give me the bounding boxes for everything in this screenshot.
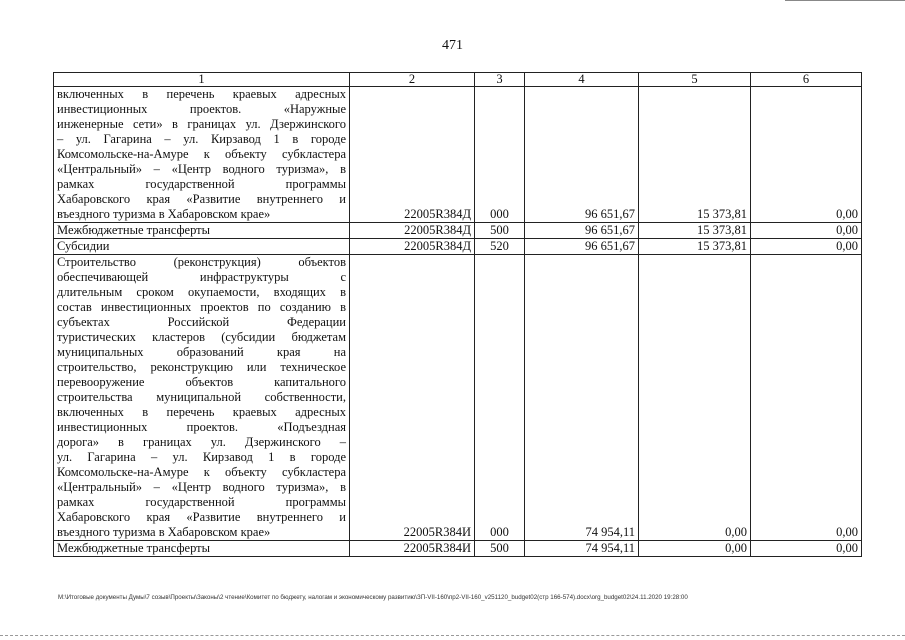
description-line: въездного туризма в Хабаровском крае» [57,525,271,539]
table-row [54,87,862,223]
amount-col6: 0,00 [751,239,862,255]
target-code: 22005R384И [350,541,475,557]
amount-col4: 96 651,67 [525,87,639,223]
description-line: длительным сроком окупаемости, входящих в [57,285,346,299]
description-line: – ул. Гагарина – ул. Кирзавод 1 в городе [57,132,346,146]
target-code: 22005R384Д [350,87,475,223]
expense-type-code: 500 [475,541,525,557]
description-line: рамках государственной программы [57,177,346,191]
target-code: 22005R384И [350,255,475,541]
amount-col6: 0,00 [751,223,862,239]
description-line: муниципальных образований края на [57,345,346,359]
description-line: строительства муниципальной собственности, [57,390,346,404]
expense-type-code: 000 [475,87,525,223]
column-header: 1 [54,73,350,87]
amount-col6: 0,00 [751,541,862,557]
amount-col5: 0,00 [639,255,751,541]
description-line: въездного туризма в Хабаровском крае» [57,207,271,221]
column-header: 6 [751,73,862,87]
row-description: Межбюджетные трансферты [54,223,350,239]
description-line: Хабаровского края «Развитие внутреннего и [57,510,346,524]
expense-type-code: 500 [475,223,525,239]
amount-col4: 96 651,67 [525,239,639,255]
description-line: Комсомольске-на-Амуре к объекту субкластера [57,465,346,479]
budget-table [53,72,862,557]
description-line: инвестиционных проектов. «Подъездная [57,420,346,434]
column-header: 3 [475,73,525,87]
description-line: строительство, реконструкцию или техническое [57,360,346,374]
amount-col4: 74 954,11 [525,255,639,541]
description-line: субъектах Российской Федерации [57,315,346,329]
row-description: Субсидии [54,239,350,255]
column-header: 2 [350,73,475,87]
description-line: Комсомольске-на-Амуре к объекту субкластера [57,147,346,161]
target-code: 22005R384Д [350,239,475,255]
description-line: туристических кластеров (субсидии бюджетам [57,330,346,344]
description-line: инженерные сети» в границах ул. Дзержинского [57,117,346,131]
amount-col5: 0,00 [639,541,751,557]
description-line: перевооружение объектов капитального [57,375,346,389]
description-line: «Центральный» – «Центр водного туризма», в [57,480,346,494]
description-line: дорога» в границах ул. Дзержинского – [57,435,346,449]
description-line: состав инвестиционных проектов по созданию в [57,300,346,314]
description-line: ул. Гагарина – ул. Кирзавод 1 в городе [57,450,346,464]
description-line: Хабаровского края «Развитие внутреннего и [57,192,346,206]
amount-col5: 15 373,81 [639,239,751,255]
column-header: 4 [525,73,639,87]
row-description: Межбюджетные трансферты [54,541,350,557]
table-header-row [54,73,862,87]
amount-col5: 15 373,81 [639,87,751,223]
description-line: Строительство (реконструкция) объектов [57,255,346,269]
table-row [54,223,862,239]
amount-col4: 96 651,67 [525,223,639,239]
table-row [54,239,862,255]
page-number: 471 [442,38,463,53]
amount-col6: 0,00 [751,255,862,541]
bottom-edge-line [0,635,905,637]
row-description [54,255,350,541]
expense-type-code: 520 [475,239,525,255]
description-line: рамках государственной программы [57,495,346,509]
column-header: 5 [639,73,751,87]
amount-col4: 74 954,11 [525,541,639,557]
table-row [54,255,862,541]
document-path-footer: M:\Итоговые документы Думы\7 созыв\Проекты\Законы\2 чтение\Комитет по бюджету, налогам и экономическому развитию\ЗП-VII-160\пр2-VII-160_v251120_budget02(стр 166-574).docx\org_budget02\24.11.2020 19:28:00 [58,594,688,601]
table-row [54,541,862,557]
target-code: 22005R384Д [350,223,475,239]
top-edge-line [785,0,905,1]
amount-col6: 0,00 [751,87,862,223]
description-line: обеспечивающей инфраструктуры с [57,270,346,284]
row-description [54,87,350,223]
description-line: «Центральный» – «Центр водного туризма», в [57,162,346,176]
description-line: инвестиционных проектов. «Наружные [57,102,346,116]
description-line: включенных в перечень краевых адресных [57,405,346,419]
expense-type-code: 000 [475,255,525,541]
budget-table-body [54,73,862,557]
amount-col5: 15 373,81 [639,223,751,239]
description-line: включенных в перечень краевых адресных [57,87,346,101]
